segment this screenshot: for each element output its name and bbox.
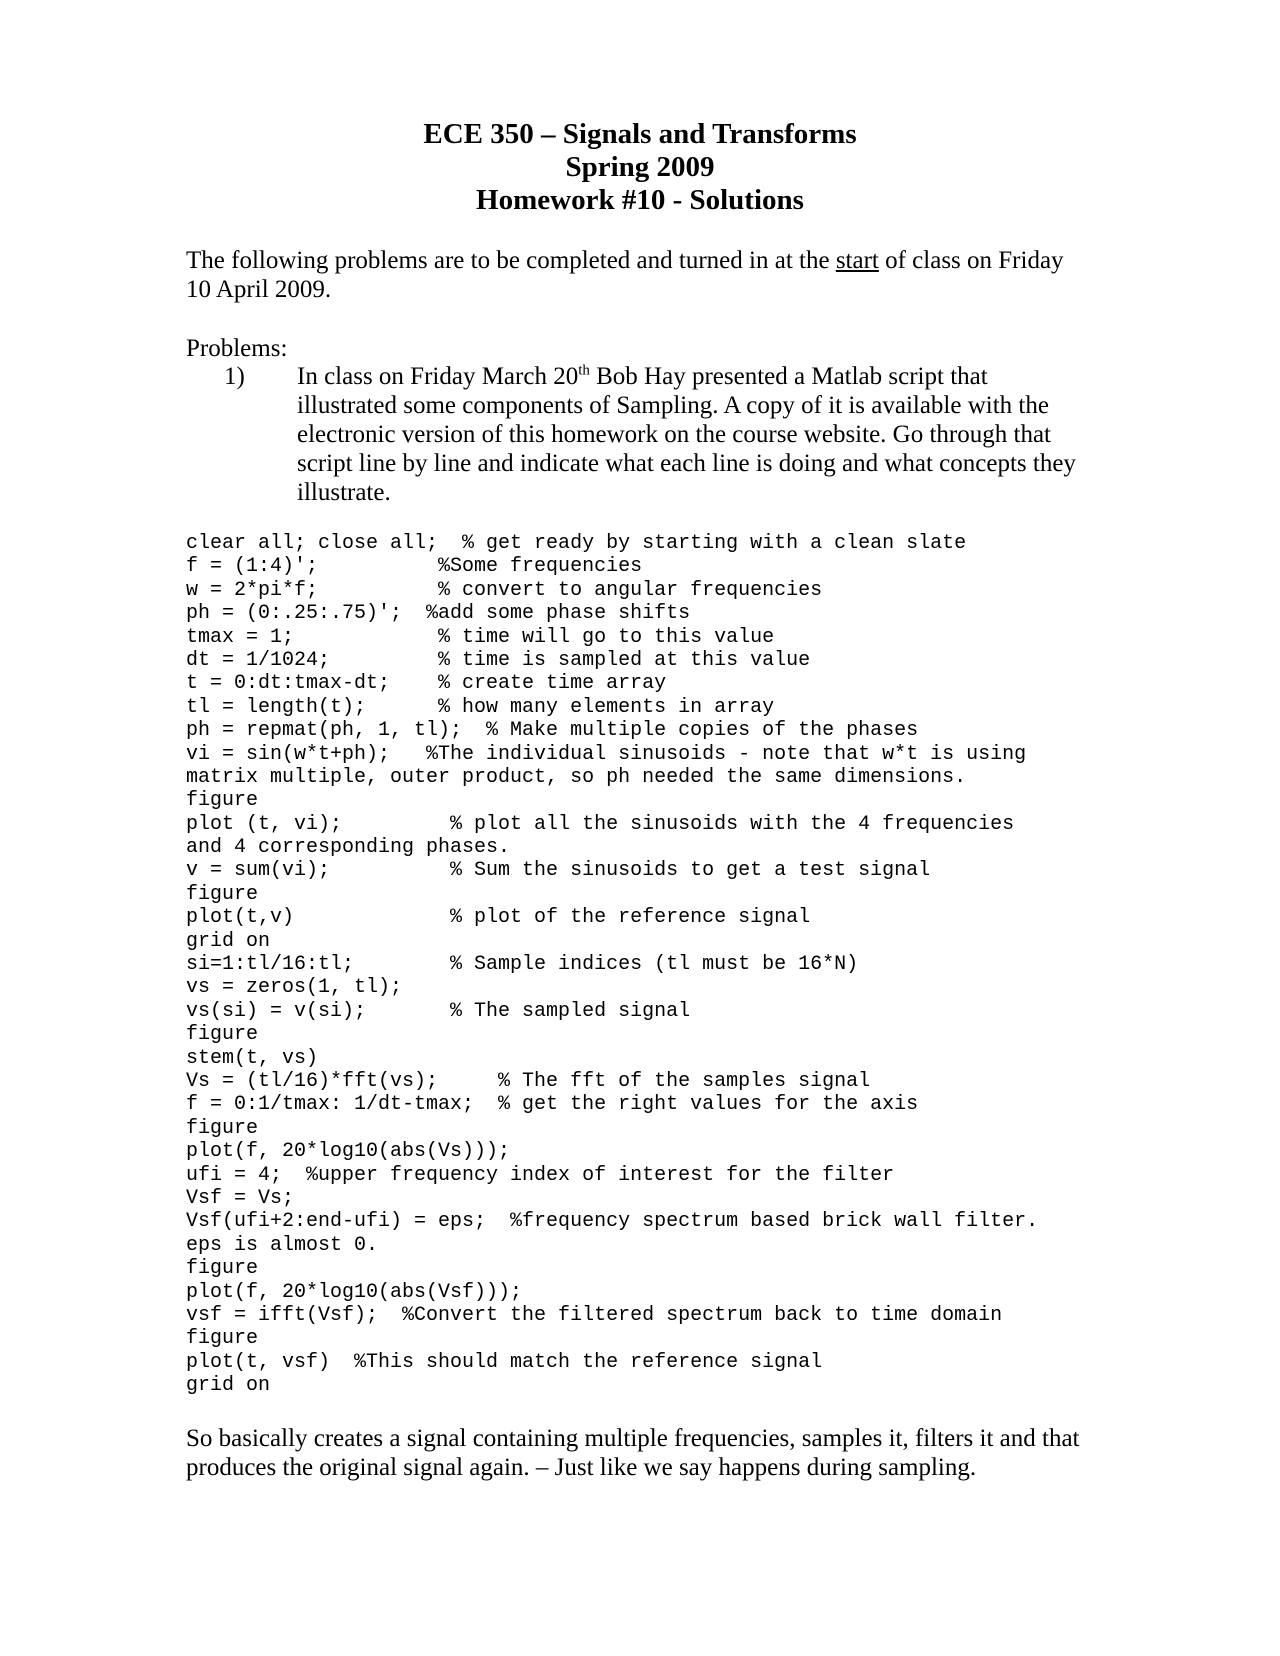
code-line: figure bbox=[186, 1023, 259, 1047]
code-line: f = 0:1/tmax: 1/dt-tmax; % get the right values for the axis bbox=[186, 1093, 919, 1117]
code-line: figure bbox=[186, 882, 259, 906]
code-line: ph = repmat(ph, 1, tl); % Make multiple copies of the phases bbox=[186, 719, 919, 743]
problem-text-after: Bob Hay presented a Matlab script that illustrated some components of Sampling. A copy of it is available with the electronic version of this homework on the course website. Go through that script line by line and indicate what each line is doing and what concepts they illustrate. bbox=[297, 363, 1076, 506]
code-line: and 4 corresponding phases. bbox=[186, 836, 511, 860]
code-line: vi = sin(w*t+ph); %The individual sinusoids - note that w*t is using bbox=[186, 742, 1027, 766]
code-line: plot (t, vi); % plot all the sinusoids with the 4 frequencies bbox=[186, 812, 1015, 836]
code-line: clear all; close all; % get ready by starting with a clean slate bbox=[186, 532, 967, 555]
code-line: t = 0:dt:tmax-dt; % create time array bbox=[186, 672, 667, 696]
intro-text-after: of class on Friday 10 April 2009. bbox=[186, 247, 1064, 303]
code-line: Vsf = Vs; bbox=[186, 1186, 295, 1210]
code-line: Vsf(ufi+2:end-ufi) = eps; %frequency spectrum based brick wall filter. bbox=[186, 1210, 1039, 1234]
code-line: si=1:tl/16:tl; % Sample indices (tl must be 16*N) bbox=[186, 953, 859, 977]
code-line: stem(t, vs) bbox=[186, 1046, 319, 1070]
code-line: dt = 1/1024; % time is sampled at this value bbox=[186, 648, 811, 672]
problems-label: Problems: bbox=[186, 335, 288, 362]
code-line: vs(si) = v(si); % The sampled signal bbox=[186, 999, 691, 1023]
code-line: w = 2*pi*f; % convert to angular frequencies bbox=[186, 578, 823, 602]
code-line: figure bbox=[186, 1116, 259, 1140]
problem-text bbox=[297, 362, 1087, 507]
code-line: figure bbox=[186, 789, 259, 813]
intro-underlined-word: start bbox=[835, 247, 879, 274]
title-block bbox=[0, 118, 1280, 217]
code-line: figure bbox=[186, 1257, 259, 1281]
code-line: ufi = 4; %upper frequency index of interest for the filter bbox=[186, 1163, 895, 1187]
code-line: ph = (0:.25:.75)'; %add some phase shifts bbox=[186, 602, 691, 626]
code-line: plot(t, vsf) %This should match the reference signal bbox=[186, 1350, 823, 1374]
term-title: Spring 2009 bbox=[565, 151, 715, 183]
assignment-title: Homework #10 - Solutions bbox=[476, 184, 804, 216]
code-line: f = (1:4)'; %Some frequencies bbox=[186, 555, 643, 579]
code-line: tmax = 1; % time will go to this value bbox=[186, 625, 775, 649]
problem-text-before: In class on Friday March 20 bbox=[297, 363, 579, 390]
intro-paragraph bbox=[186, 246, 1086, 304]
code-line: v = sum(vi); % Sum the sinusoids to get a test signal bbox=[186, 859, 931, 883]
code-line: matrix multiple, outer product, so ph needed the same dimensions. bbox=[186, 765, 967, 789]
code-line: grid on bbox=[186, 929, 271, 953]
code-line: eps is almost 0. bbox=[186, 1233, 379, 1257]
code-line: figure bbox=[186, 1327, 259, 1351]
code-line: plot(f, 20*log10(abs(Vsf))); bbox=[186, 1280, 523, 1304]
code-line: vs = zeros(1, tl); bbox=[186, 976, 403, 1000]
summary-paragraph: So basically creates a signal containing multiple frequencies, samples it, filters it and that produces the original signal again. – Just like we say happens during sampling. bbox=[186, 1425, 1080, 1481]
problem-number: 1) bbox=[224, 363, 245, 390]
code-line: vsf = ifft(Vsf); %Convert the filtered spectrum back to time domain bbox=[186, 1303, 1003, 1327]
code-line: plot(f, 20*log10(abs(Vs))); bbox=[186, 1140, 511, 1164]
course-title: ECE 350 – Signals and Transforms bbox=[423, 118, 857, 150]
code-line: Vs = (tl/16)*fft(vs); % The fft of the samples signal bbox=[186, 1069, 871, 1093]
problem-superscript: th bbox=[578, 362, 590, 379]
matlab-code-block bbox=[186, 532, 1038, 1397]
code-line: tl = length(t); % how many elements in array bbox=[186, 695, 775, 719]
code-line: plot(t,v) % plot of the reference signal bbox=[186, 906, 811, 930]
code-line: grid on bbox=[186, 1374, 271, 1398]
intro-text-before: The following problems are to be completed and turned in at the bbox=[186, 247, 836, 274]
